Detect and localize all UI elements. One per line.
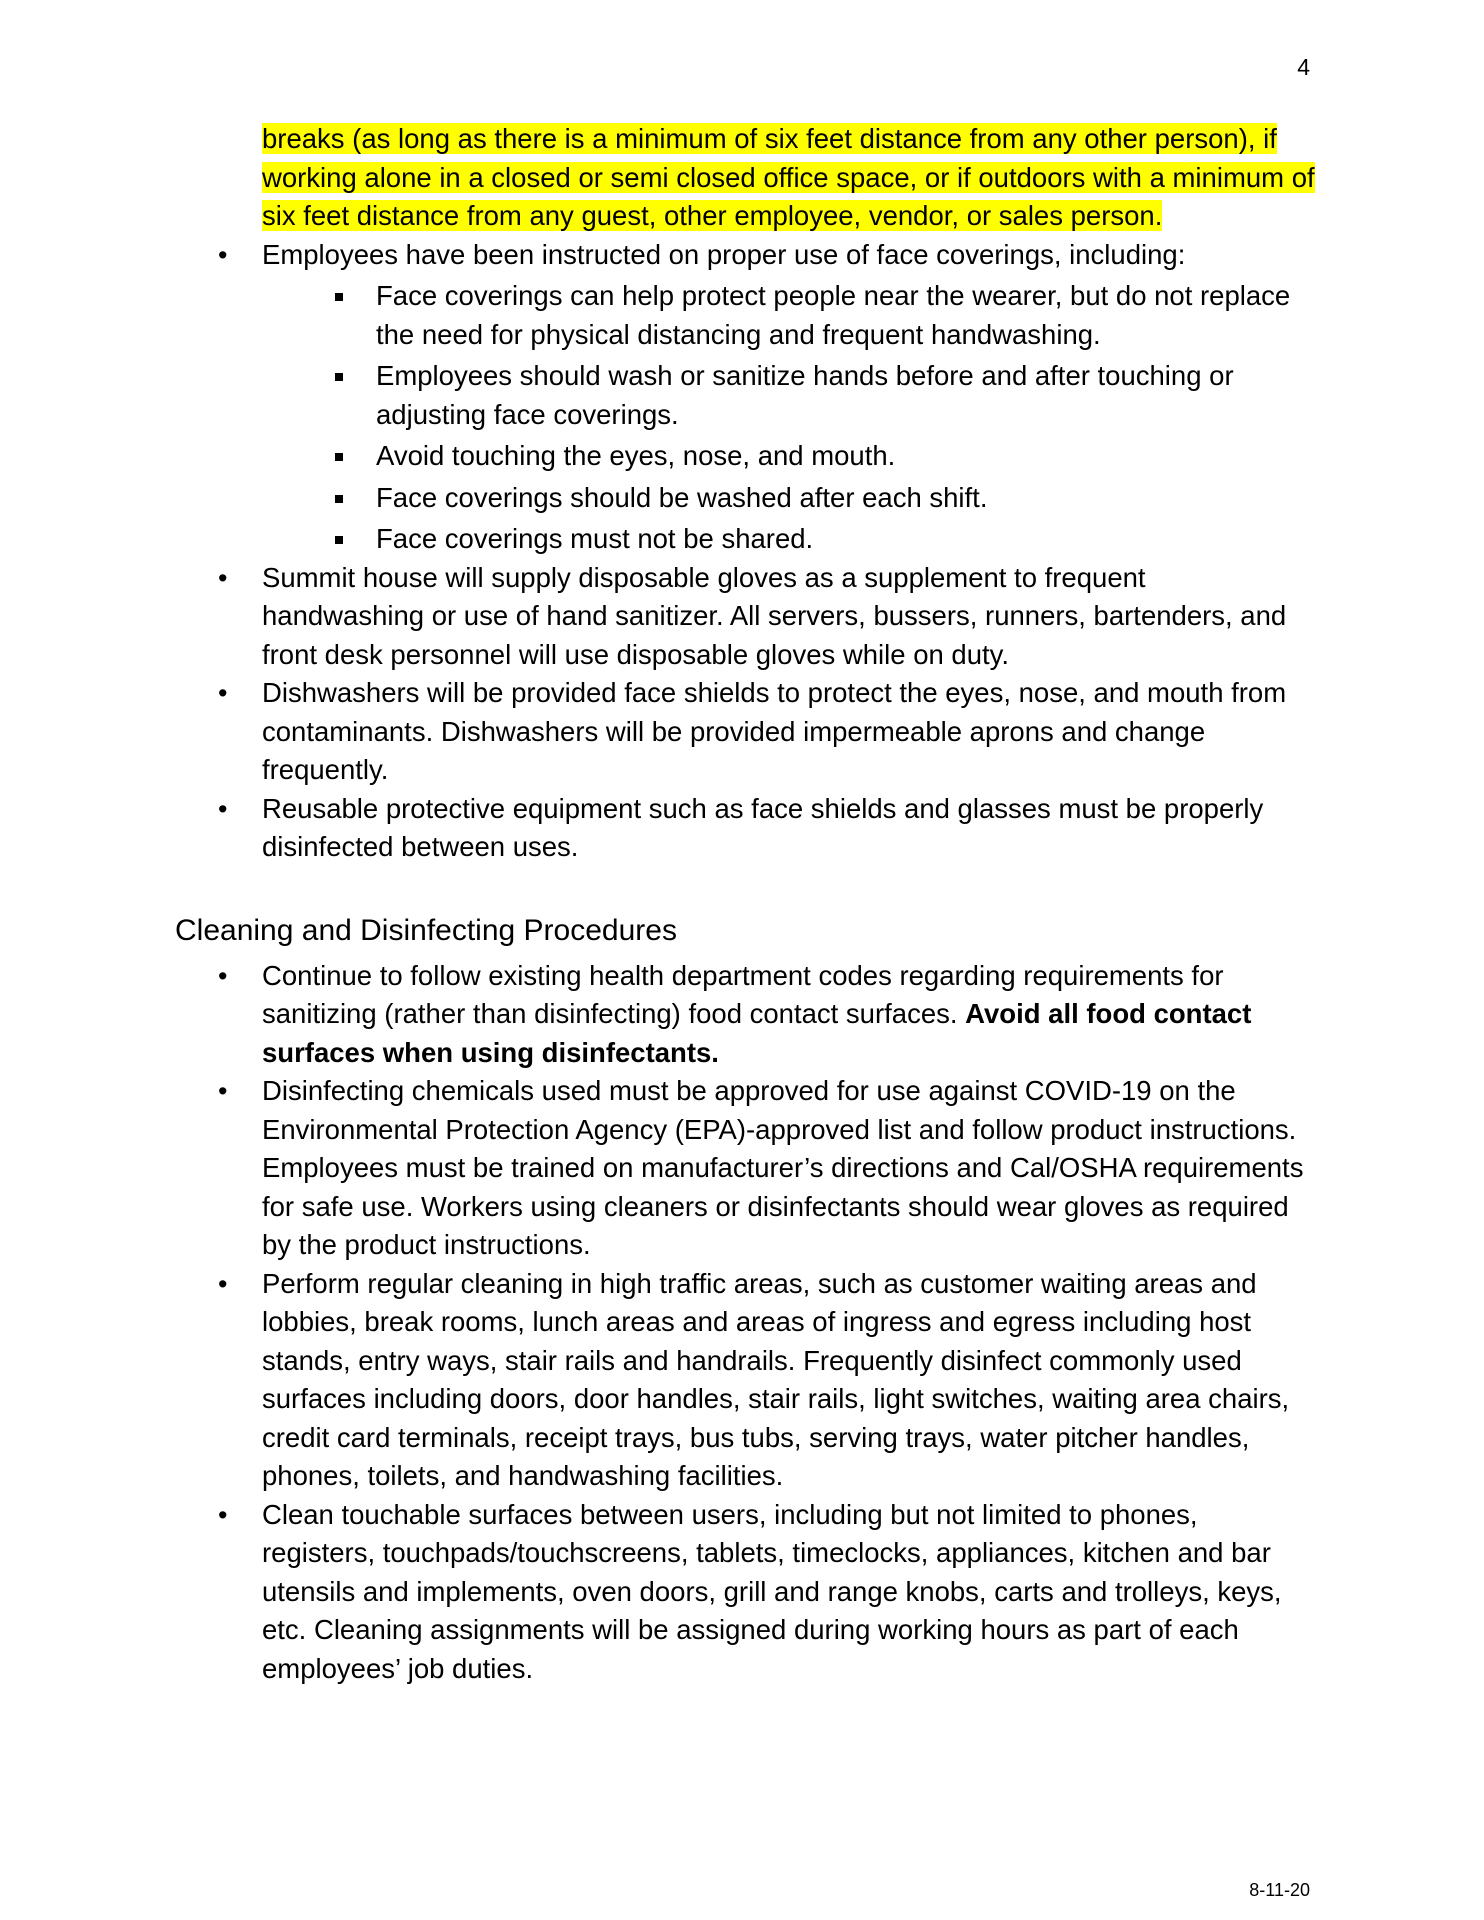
- sub-list-item: [262, 277, 1315, 354]
- page-number: 4: [1297, 54, 1310, 80]
- bullet-icon: •: [218, 562, 228, 593]
- page-content: [175, 120, 1315, 1688]
- list-item: [175, 236, 1315, 559]
- highlight-line: breaks (as long as there is a minimum of six feet distance from any other person), if: [262, 123, 1277, 154]
- square-bullet-icon: [335, 453, 343, 461]
- sub-list-item-text: Face coverings should be washed after each shift.: [376, 481, 988, 513]
- cleaning-bullet-list: [175, 957, 1315, 1689]
- bullet-icon: •: [218, 793, 228, 824]
- list-item-text: Disinfecting chemicals used must be approved for use against COVID-19 on the Environmental Protection Agency (EPA)-approved list and follow product instructions. Employees must be trained on manufacturer’s directions and Cal/OSHA requirements for safe use. Workers using cleaners or disinfectants should wear gloves as required by the product instructions.: [262, 1075, 1304, 1260]
- list-item-text: Dishwashers will be provided face shields to protect the eyes, nose, and mouth from contaminants. Dishwashers will be provided impermeable aprons and change frequently.: [262, 677, 1287, 785]
- bullet-icon: •: [218, 960, 228, 991]
- square-bullet-icon: [335, 536, 343, 544]
- highlighted-continuation: [262, 120, 1315, 236]
- list-item: [175, 790, 1315, 867]
- highlight-line: working alone in a closed or semi closed office space, or if outdoors with a minimum of: [262, 161, 1315, 193]
- footer-date: 8-11-20: [1249, 1880, 1310, 1900]
- sub-list-item-text: Avoid touching the eyes, nose, and mouth.: [376, 440, 896, 471]
- list-item: [175, 1496, 1315, 1689]
- list-item: [175, 674, 1315, 790]
- highlight-line: six feet distance from any guest, other employee, vendor, or sales person.: [262, 200, 1163, 231]
- list-item: [175, 1265, 1315, 1496]
- list-item-text: Employees have been instructed on proper use of face coverings, including:: [262, 238, 1186, 270]
- list-item-text: Perform regular cleaning in high traffic areas, such as customer waiting areas and lobbies, break rooms, lunch areas and areas of ingress and egress including host stands, entry ways, stair rails and handrails. Frequently disinfect commonly used surfaces including doors, door handles, stair rails, light switches, waiting area chairs, credit card terminals, receipt trays, bus tubs, serving trays, water pitcher handles, phones, toilets, and handwashing facilities.: [262, 1267, 1290, 1491]
- sub-list-item: [262, 437, 1315, 476]
- list-item-text: Summit house will supply disposable gloves as a supplement to frequent handwashing or use of hand sanitizer. All servers, bussers, runners, bartenders, and front desk personnel will use disposable gloves while on duty.: [262, 561, 1287, 670]
- bold-warning-text: Avoid all food contact surfaces when using disinfectants.: [262, 998, 1252, 1068]
- square-bullet-icon: [335, 293, 343, 301]
- sub-list-item: [262, 357, 1315, 434]
- list-item: [175, 1072, 1315, 1265]
- sub-list-item-text: Employees should wash or sanitize hands before and after touching or adjusting face coverings.: [376, 360, 1234, 430]
- bullet-icon: •: [218, 1076, 228, 1106]
- bullet-icon: •: [218, 239, 228, 270]
- square-bullet-icon: [335, 495, 343, 503]
- square-bullet-icon: [335, 373, 343, 381]
- list-item: [175, 559, 1315, 675]
- sub-list-item-text: Face coverings can help protect people near the wearer, but do not replace the need for physical distancing and frequent handwashing.: [376, 280, 1291, 350]
- ppe-bullet-list: [175, 236, 1315, 867]
- bullet-icon: •: [218, 1499, 228, 1530]
- bullet-icon: •: [218, 678, 228, 708]
- list-item: [175, 957, 1315, 1073]
- sub-list-item: [262, 520, 1315, 559]
- sub-list-item: [262, 479, 1315, 518]
- section-heading: Cleaning and Disinfecting Procedures: [175, 913, 677, 947]
- face-covering-sublist: [262, 277, 1315, 559]
- bullet-icon: •: [218, 1268, 228, 1299]
- list-item-text: Continue to follow existing health department codes regarding requirements for sanitizing (rather than disinfecting) food contact surfaces.: [262, 959, 1224, 1029]
- sub-list-item-text: Face coverings must not be shared.: [376, 523, 814, 554]
- list-item-text: Reusable protective equipment such as face shields and glasses must be properly disinfected between uses.: [262, 792, 1264, 862]
- list-item-text: Clean touchable surfaces between users, including but not limited to phones, registers, touchpads/touchscreens, tablets, timeclocks, appliances, kitchen and bar utensils and implements, oven doors, grill and range knobs, carts and trolleys, keys, etc. Cleaning assignments will be assigned during working hours as part of each employees’ job duties.: [262, 1498, 1282, 1684]
